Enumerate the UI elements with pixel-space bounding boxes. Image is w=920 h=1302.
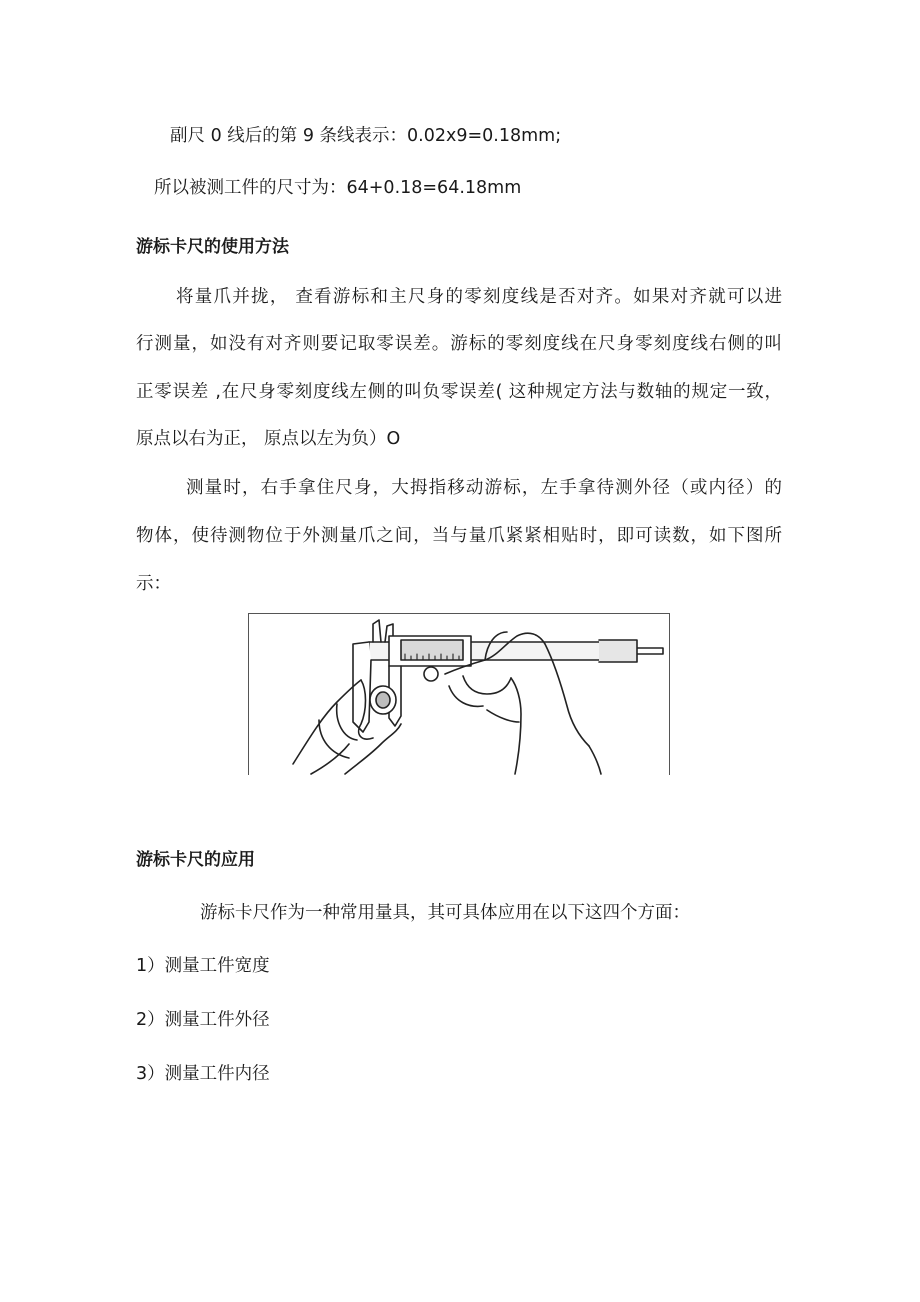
usage-para1-line-3: 正零误差 ,在尺身零刻度线左侧的叫负零误差( 这种规定方法与数轴的规定一致， xyxy=(136,382,782,402)
calc-line-2: 所以被测工件的尺寸为：64+0.18=64.18mm xyxy=(154,178,522,198)
usage-heading: 游标卡尺的使用方法 xyxy=(136,237,289,257)
application-heading: 游标卡尺的应用 xyxy=(136,850,255,870)
usage-para2-line-2: 物体，使待测物位于外测量爪之间，当与量爪紧紧相贴时，即可读数，如下图所 xyxy=(136,526,782,546)
caliper-icon xyxy=(353,620,663,732)
application-intro: 游标卡尺作为一种常用量具，其可具体应用在以下这四个方面： xyxy=(200,903,690,923)
usage-para1-line-4: 原点以右为正， 原点以左为负）O xyxy=(136,429,401,449)
usage-para2-line-3: 示： xyxy=(136,574,171,594)
application-item-1: 1）测量工件宽度 xyxy=(136,956,270,976)
workpiece-ring-icon xyxy=(370,686,396,714)
usage-para1-line-1: 将量爪并拢， 查看游标和主尺身的零刻度线是否对齐。如果对齐就可以进 xyxy=(176,287,782,307)
caliper-hands-illustration-icon xyxy=(248,613,670,775)
application-item-3: 3）测量工件内径 xyxy=(136,1064,270,1084)
usage-para2-line-1: 测量时，右手拿住尺身，大拇指移动游标，左手拿待测外径（或内径）的 xyxy=(186,478,782,498)
usage-para1-line-2: 行测量，如没有对齐则要记取零误差。游标的零刻度线在尺身零刻度线右侧的叫 xyxy=(136,334,782,354)
calc-line-1: 副尺 0 线后的第 9 条线表示：0.02x9=0.18mm; xyxy=(170,126,562,146)
application-item-2: 2）测量工件外径 xyxy=(136,1010,270,1030)
